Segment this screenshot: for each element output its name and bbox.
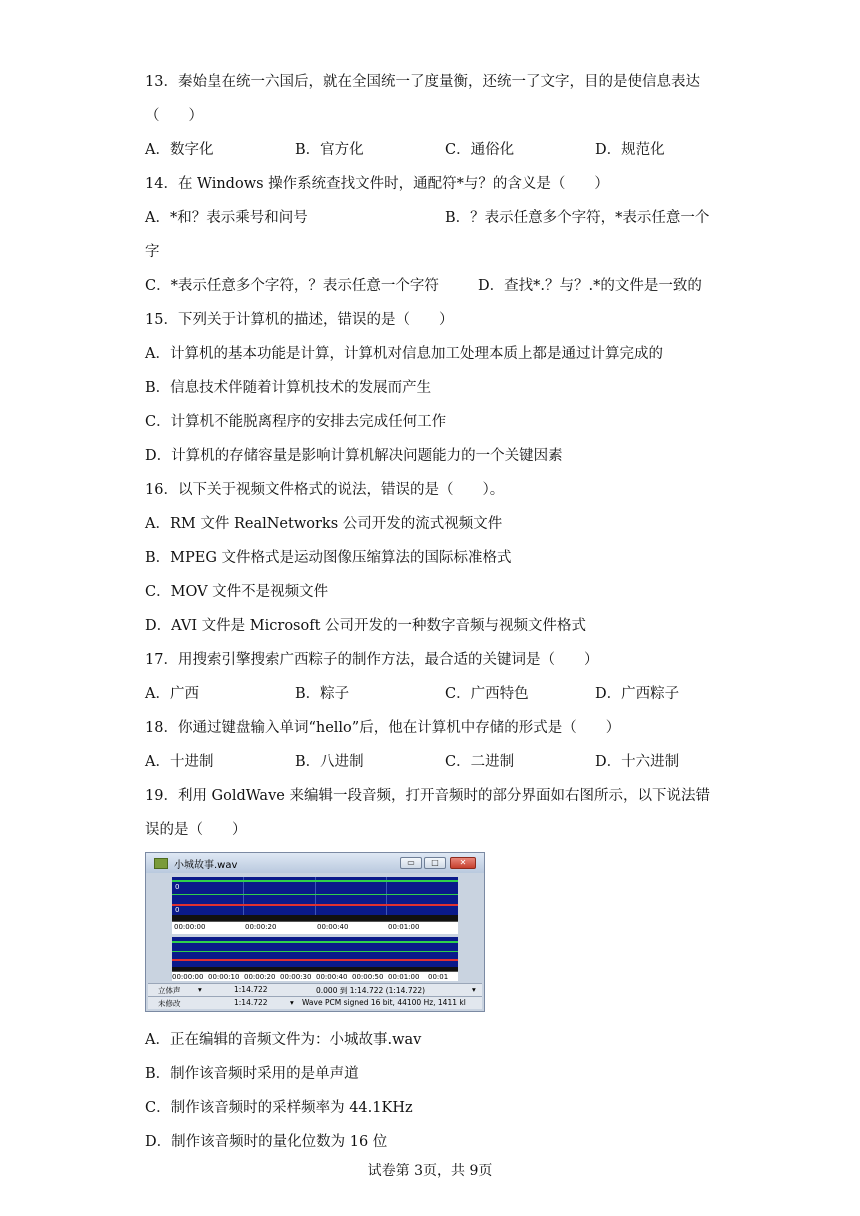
q14-option-c: C．*表示任意多个字符，？表示任意一个字符	[145, 278, 439, 294]
q14-option-d: D．查找*.？与？.*的文件是一致的	[478, 278, 702, 294]
waveform-upper-panel[interactable]	[172, 877, 458, 915]
channel-mode[interactable]: 立体声	[158, 986, 181, 995]
selection-range: 0.000 到 1:14.722 (1:14.722)	[316, 986, 426, 995]
status-row-2: 未修改 1:14.722 ▾ Wave PCM signed 16 bit, 44100 Hz, 1411 kl	[148, 996, 482, 1009]
q14-option-b: B．？表示任意多个字符，*表示任意一个	[445, 210, 710, 226]
modified-state: 未修改	[158, 999, 181, 1008]
right-channel-line	[172, 904, 458, 906]
q19-option-d: D．制作该音频时的量化位数为 16 位	[145, 1134, 388, 1150]
q19-option-a: A．正在编辑的音频文件为：小城故事.wav	[145, 1032, 422, 1048]
zero-label-lower: 0	[175, 906, 180, 914]
q18-option-c: C．二进制	[445, 754, 515, 770]
q14-stem: 14．在 Windows 操作系统查找文件时，通配符*与？的含义是（ ）	[145, 176, 609, 192]
q18-stem: 18．你通过键盘输入单词“hello”后，他在计算机中存储的形式是（ ）	[145, 720, 621, 736]
status-length-2: 1:14.722	[234, 998, 268, 1007]
status-row-1: 立体声 ▾ 1:14.722 0.000 到 1:14.722 (1:14.722) ▾	[148, 983, 482, 996]
goldwave-window	[145, 852, 485, 1012]
q19-stem-line2: 误的是（ ）	[145, 822, 247, 838]
q18-option-d: D．十六进制	[595, 754, 680, 770]
q13-option-a: A．数字化	[145, 142, 214, 158]
q16-option-a: A．RM 文件 RealNetworks 公司开发的流式视频文件	[145, 516, 503, 532]
zero-label-upper: 0	[175, 883, 180, 891]
q17-option-d: D．广西粽子	[595, 686, 680, 702]
q13-option-c: C．通俗化	[445, 142, 515, 158]
left-channel-line	[172, 880, 458, 882]
q17-option-b: B．粽子	[295, 686, 350, 702]
close-button[interactable]: ✕	[450, 857, 476, 869]
q15-option-a: A．计算机的基本功能是计算，计算机对信息加工处理本质上都是通过计算完成的	[145, 346, 663, 362]
upper-time-ruler: 00:00:00 00:00:20 00:00:40 00:01:00	[172, 921, 458, 934]
q18-option-b: B．八进制	[295, 754, 364, 770]
q16-option-d: D．AVI 文件是 Microsoft 公司开发的一种数字音频与视频文件格式	[145, 618, 587, 634]
q15-option-b: B．信息技术伴随着计算机技术的发展而产生	[145, 380, 432, 396]
q13-stem-line2: （ ）	[145, 108, 203, 124]
q14-option-a: A．*和？表示乘号和问号	[145, 210, 308, 226]
q13-option-b: B．官方化	[295, 142, 364, 158]
wave-file-icon	[154, 858, 168, 869]
q18-option-a: A．十进制	[145, 754, 214, 770]
q19-option-c: C．制作该音频时的采样频率为 44.1KHz	[145, 1100, 413, 1116]
q16-option-b: B．MPEG 文件格式是运动图像压缩算法的国际标准格式	[145, 550, 512, 566]
status-length-1: 1:14.722	[234, 985, 268, 994]
q14-option-b-cont: 字	[145, 244, 160, 260]
goldwave-titlebar	[146, 853, 484, 873]
q13-option-d: D．规范化	[595, 142, 665, 158]
q15-stem: 15．下列关于计算机的描述，错误的是（ ）	[145, 312, 454, 328]
lower-time-ruler: 00:00:00 00:00:10 00:00:20 00:00:30 00:00:40 00:00:50 00:01:00 00:01	[172, 971, 458, 981]
q16-stem: 16．以下关于视频文件格式的说法，错误的是（ ）。	[145, 482, 505, 498]
q15-option-c: C．计算机不能脱离程序的安排去完成任何工作	[145, 414, 447, 430]
q19-stem-line1: 19．利用 GoldWave 来编辑一段音频，打开音频时的部分界面如右图所示，以下说法错	[145, 788, 710, 804]
maximize-button[interactable]: □	[424, 857, 446, 869]
minimize-button[interactable]: ▭	[400, 857, 422, 869]
waveform-overview-panel[interactable]	[172, 937, 458, 967]
q17-option-a: A．广西	[145, 686, 199, 702]
q13-stem-line1: 13．秦始皇在统一六国后，就在全国统一了度量衡，还统一了文字，目的是使信息表达	[145, 74, 700, 90]
goldwave-file-title: 小城故事.wav	[174, 860, 238, 871]
q17-stem: 17．用搜索引擎搜索广西粽子的制作方法，最合适的关键词是（ ）	[145, 652, 599, 668]
page-footer: 试卷第 3页，共 9页	[367, 1163, 493, 1179]
audio-format: Wave PCM signed 16 bit, 44100 Hz, 1411 kl	[302, 998, 466, 1007]
center-line	[172, 894, 458, 895]
q19-option-b: B．制作该音频时采用的是单声道	[145, 1066, 359, 1082]
q17-option-c: C．广西特色	[445, 686, 529, 702]
q16-option-c: C．MOV 文件不是视频文件	[145, 584, 329, 600]
q15-option-d: D．计算机的存储容量是影响计算机解决问题能力的一个关键因素	[145, 448, 563, 464]
